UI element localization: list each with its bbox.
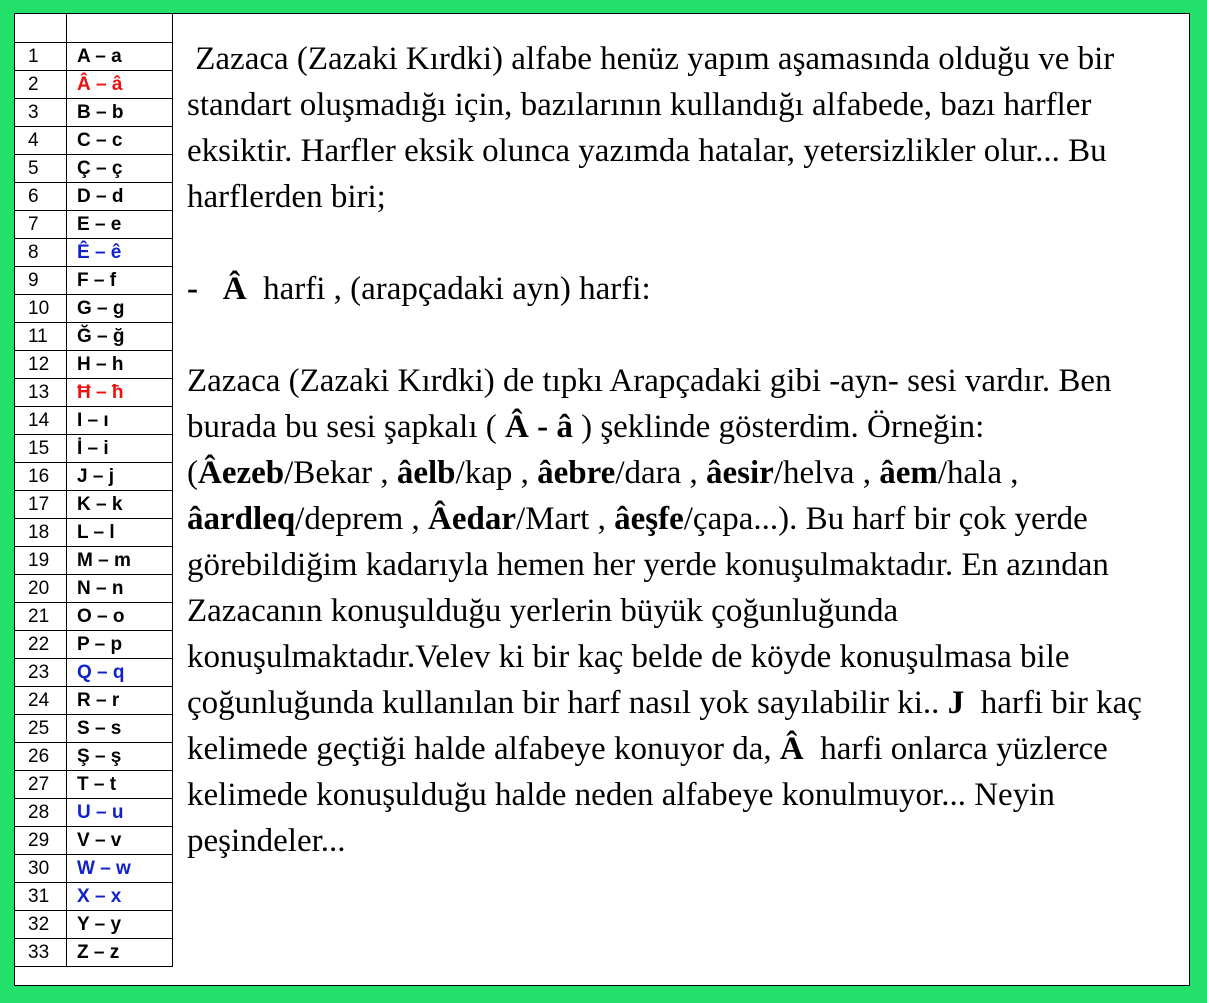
letter-pair: C – c (67, 127, 173, 155)
letter-pair: Ê – ê (67, 239, 173, 267)
table-row (15, 631, 173, 659)
row-number: 31 (15, 883, 67, 911)
text-run: harfi onlarca yüzlerce kelimede konuşulduğu halde neden alfabeye konulmuyor... Neyin peşindeler... (187, 731, 1108, 859)
bold-text: âardleq (187, 501, 296, 537)
row-number: 2 (15, 71, 67, 99)
table-row (15, 323, 173, 351)
table-row (15, 127, 173, 155)
right-rule (1189, 14, 1190, 499)
text-run: /kap , (455, 455, 538, 491)
document-frame (14, 13, 1190, 986)
letter-pair: Ş – ş (67, 743, 173, 771)
table-row (15, 463, 173, 491)
letter-pair: U – u (67, 799, 173, 827)
table-row (15, 99, 173, 127)
table-row (15, 883, 173, 911)
letter-pair: Z – z (67, 939, 173, 967)
letter-pair: K – k (67, 491, 173, 519)
bold-text: âelb (396, 455, 456, 491)
letter-pair: İ – i (67, 435, 173, 463)
table-row (15, 211, 173, 239)
bold-text: âem (879, 455, 938, 491)
table-row (15, 239, 173, 267)
row-number: 21 (15, 603, 67, 631)
bold-text: Â - â (505, 409, 573, 445)
row-number: 11 (15, 323, 67, 351)
table-row (15, 743, 173, 771)
table-row (15, 855, 173, 883)
row-number: 6 (15, 183, 67, 211)
row-number: 29 (15, 827, 67, 855)
row-number: 28 (15, 799, 67, 827)
letter-pair: M – m (67, 547, 173, 575)
row-number: 13 (15, 379, 67, 407)
text-run: harfi , (arapçadaki ayn) harfi: (246, 271, 651, 307)
text-run: /deprem , (295, 501, 429, 537)
text-run: /Bekar , (284, 455, 397, 491)
letter-pair: O – o (67, 603, 173, 631)
table-row (15, 519, 173, 547)
row-number: 22 (15, 631, 67, 659)
row-number: 32 (15, 911, 67, 939)
table-row (15, 771, 173, 799)
row-number: 17 (15, 491, 67, 519)
row-number: 1 (15, 43, 67, 71)
bold-text: âesir (706, 455, 774, 491)
text-run: /helva , (773, 455, 880, 491)
letter-pair: S – s (67, 715, 173, 743)
table-row (15, 43, 173, 71)
paragraph-gap (187, 220, 1177, 266)
text-run: ) şeklinde gösterdim. Örneğin: ( (187, 409, 985, 491)
table-row (15, 379, 173, 407)
row-number: 8 (15, 239, 67, 267)
table-row (15, 267, 173, 295)
row-number: 7 (15, 211, 67, 239)
paragraph (187, 36, 1177, 220)
letter-pair: Ç – ç (67, 155, 173, 183)
text-run: /hala , (937, 455, 1019, 491)
table-row (15, 71, 173, 99)
bold-text: Âedar (428, 501, 517, 537)
letter-pair: E – e (67, 211, 173, 239)
text-run: /Mart , (516, 501, 615, 537)
row-number: 4 (15, 127, 67, 155)
bold-text: âebre (537, 455, 616, 491)
letter-pair: A – a (67, 43, 173, 71)
table-row (15, 295, 173, 323)
letter-pair: L – l (67, 519, 173, 547)
paragraph-gap (187, 312, 1177, 358)
letter-pair: Y – y (67, 911, 173, 939)
row-number: 5 (15, 155, 67, 183)
table-row (15, 155, 173, 183)
table-row (15, 435, 173, 463)
text-run: Zazaca (Zazaki Kırdki) de tıpkı Arapçadaki gibi -ayn- sesi vardır. Ben burada bu sesi şapkalı ( (187, 363, 1112, 445)
letter-pair: T – t (67, 771, 173, 799)
text-run: /dara , (615, 455, 707, 491)
row-number: 27 (15, 771, 67, 799)
letter-pair: H – h (67, 351, 173, 379)
row-number: 16 (15, 463, 67, 491)
row-number: 15 (15, 435, 67, 463)
row-number: 10 (15, 295, 67, 323)
table-row (15, 799, 173, 827)
paragraph (187, 266, 1177, 312)
text-run: harfi bir kaç kelimede geçtiği halde alfabeye konuyor da, (187, 685, 1142, 767)
table-row (15, 911, 173, 939)
letter-pair: W – w (67, 855, 173, 883)
letter-pair: F – f (67, 267, 173, 295)
letter-pair: V – v (67, 827, 173, 855)
table-row (15, 547, 173, 575)
bold-text: âeşfe (614, 501, 684, 537)
table-row (15, 687, 173, 715)
table-row (15, 827, 173, 855)
bold-text: Âezeb (198, 455, 285, 491)
table-row (15, 603, 173, 631)
row-number: 14 (15, 407, 67, 435)
letter-pair: I – ı (67, 407, 173, 435)
row-number: 12 (15, 351, 67, 379)
letter-pair: X – x (67, 883, 173, 911)
article-text (187, 36, 1177, 864)
bold-text: Â (779, 731, 804, 767)
table-row (15, 351, 173, 379)
table-row (15, 491, 173, 519)
letter-pair: D – d (67, 183, 173, 211)
table-row (15, 407, 173, 435)
row-number: 9 (15, 267, 67, 295)
header-cell-number (15, 14, 67, 43)
letter-pair: G – g (67, 295, 173, 323)
row-number: 3 (15, 99, 67, 127)
row-number: 18 (15, 519, 67, 547)
table-row (15, 183, 173, 211)
table-row (15, 715, 173, 743)
letter-pair: Ħ – ħ (67, 379, 173, 407)
row-number: 20 (15, 575, 67, 603)
table-row (15, 939, 173, 967)
row-number: 30 (15, 855, 67, 883)
letter-pair: J – j (67, 463, 173, 491)
letter-pair: P – p (67, 631, 173, 659)
letter-pair: N – n (67, 575, 173, 603)
alphabet-table (14, 13, 173, 967)
letter-pair: Â – â (67, 71, 173, 99)
letter-pair: R – r (67, 687, 173, 715)
row-number: 25 (15, 715, 67, 743)
row-number: 24 (15, 687, 67, 715)
row-number: 19 (15, 547, 67, 575)
paragraph (187, 358, 1177, 864)
text-run: Zazaca (Zazaki Kırdki) alfabe henüz yapım aşamasında olduğu ve bir standart oluşmadığı için, bazılarının kullandığı alfabede, bazı harfler eksiktir. Harfler eksik olunca yazımda hatalar, yetersizlikler olur... Bu harflerden biri; (187, 41, 1115, 215)
letter-pair: Q – q (67, 659, 173, 687)
letter-pair: Ğ – ğ (67, 323, 173, 351)
table-row (15, 575, 173, 603)
text-run: /çapa...). Bu harf bir çok yerde görebildiğim kadarıyla hemen her yerde konuşulmaktadır. En azından Zazacanın konuşulduğu yerlerin büyük çoğunluğunda konuşulmaktadır.Velev ki bir kaç belde de köyde konuşulmasa bile çoğunluğunda kullanılan bir harf nasıl yok sayılabilir ki.. (187, 501, 1109, 721)
header-cell-letter (67, 14, 173, 43)
row-number: 33 (15, 939, 67, 967)
row-number: 23 (15, 659, 67, 687)
row-number: 26 (15, 743, 67, 771)
bold-text: - (187, 271, 223, 307)
letter-pair: B – b (67, 99, 173, 127)
bold-text: J (947, 685, 965, 721)
table-row (15, 659, 173, 687)
table-header-row (15, 14, 173, 43)
bold-text: Â (222, 271, 247, 307)
